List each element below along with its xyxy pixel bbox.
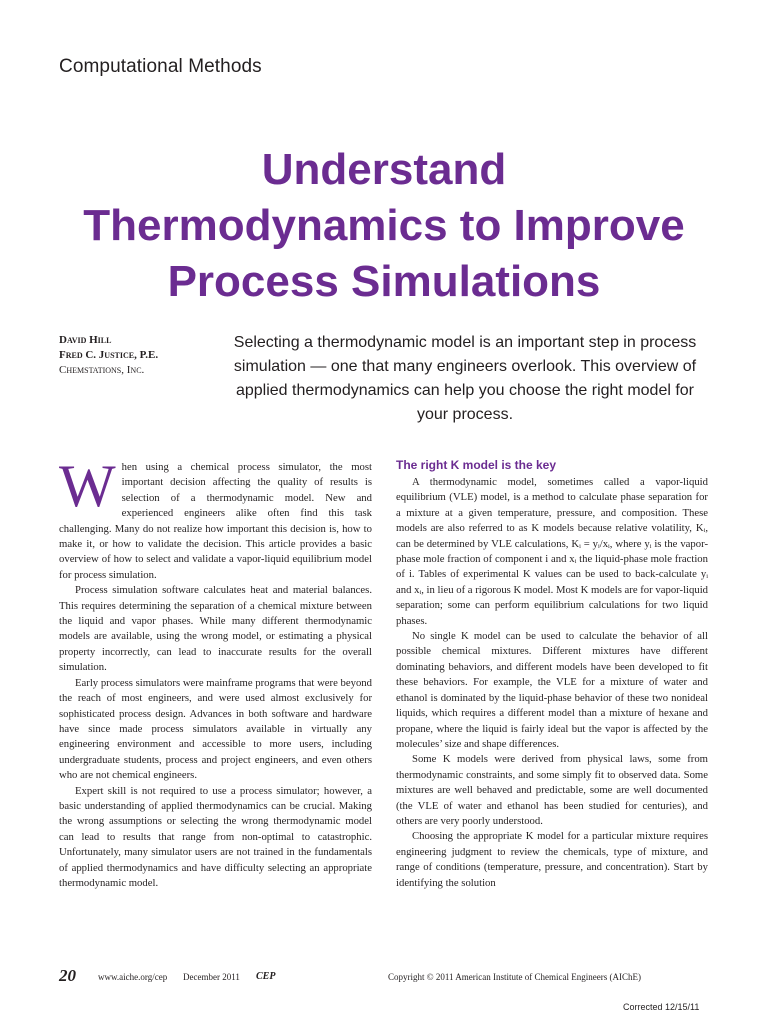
- paragraph: [59, 453, 372, 583]
- footer-date: December 2011: [183, 972, 240, 982]
- page-number: 20: [59, 966, 76, 985]
- body-column-2: [396, 456, 708, 891]
- body-column-1: [59, 453, 372, 891]
- author-name: David Hill: [59, 334, 112, 346]
- title-line-2: Thermodynamics to Improve: [83, 201, 685, 250]
- correction-note: Corrected 12/15/11: [623, 1002, 700, 1012]
- journal-name: CEP: [256, 971, 276, 982]
- paragraph: Choosing the appropriate K model for a particular mixture requires engineering judgment to review the chemicals, type of mixture, and range of conditions (temperature, pressure, and concentration). Start by identifying the solution: [396, 830, 708, 889]
- footer-url[interactable]: www.aiche.org/cep: [98, 972, 168, 982]
- author-block: [59, 333, 158, 378]
- article-title: [0, 142, 768, 310]
- copyright-notice: Copyright © 2011 American Institute of Chemical Engineers (AIChE): [388, 972, 641, 982]
- author-name: Fred C. Justice, P.E.: [59, 349, 159, 361]
- paragraph: Some K models were derived from physical laws, some from thermodynamic constraints, and some simply fit to observed data. Some mixtures are well behaved and predictable, some are well documented (the VLE of water and ethanol has been studied for centuries), and others are very poorly understood.: [396, 753, 708, 827]
- title-line-1: Understand: [261, 145, 507, 194]
- paragraph: A thermodynamic model, sometimes called a vapor-liquid equilibrium (VLE) model, is a method to calculate phase separation for a mixture at a given temperature, pressure, and composition. These models are also referred to as K models because relative volatility, Kᵢ, can be determined by VLE calculations, Kᵢ = yᵢ/xᵢ, where yᵢ is the vapor-phase mole fraction of component i and xᵢ the liquid-phase mole fraction of i. Tables of experimental K values can be used to back-calculate yᵢ and xᵢ, in lieu of a rigorous K model. Most K models are for vapor-liquid separation; some can perform equilibrium calculations for two liquid phases.: [396, 476, 709, 627]
- drop-cap: W: [59, 453, 116, 519]
- title-line-3: Process Simulations: [167, 257, 601, 306]
- article-deck: Selecting a thermodynamic model is an important step in process simulation — one that many engineers overlook. This overview of applied thermodynamics can help you choose the right model for your process.: [233, 334, 697, 423]
- author-affiliation: Chemstations, Inc.: [59, 364, 145, 376]
- paragraph-text: hen using a chemical process simulator, the most important decision affecting the quality of results is selection of a thermodynamic model. New and experienced engineers alike often find this task challenging. Many do not realize how important this decision is, how to make it, or how to validate the decision. This article provides a basic overview of how to select and validate a vapor-liquid equilibrium model for process simulation.: [59, 461, 372, 581]
- paragraph: Expert skill is not required to use a process simulator; however, a basic understanding of applied thermodynamics can be crucial. Making the wrong assumptions or selecting the wrong thermodynamic model can lead to results that range from non-optimal to catastrophic. Unfortunately, many simulator users are not trained in the fundamentals of applied thermodynamics and have difficulty selecting an appropriate thermodynamic model.: [59, 784, 372, 889]
- paragraph: No single K model can be used to calculate the behavior of all possible chemical mixtures. Different mixtures have different dominating behaviors, and different models have been developed to fit these behaviors. For example, the VLE for a mixture of water and ethanol is dominated by the liquid-phase behavior of these two nonideal liquids, which requires a different model than a mixture of hexane and propane, where the liquid is fairly ideal but the vapor is affected by the molecules’ size and shape differences.: [396, 630, 708, 750]
- paragraph: Early process simulators were mainframe programs that were beyond the reach of most engineers, and were used almost exclusively for sophisticated process design. Advances in both software and hardware have since made process simulators available in virtually any engineering environment and accessible to more users, including undergraduate students, process and project engineers, and even others who are not chemical engineers.: [59, 676, 372, 782]
- paragraph: Process simulation software calculates heat and material balances. This requires determining the separation of a chemical mixture between the liquid and vapor phases. While many different thermodynamic models are available, using the wrong model, or estimating a physical property incorrectly, can lead to inaccurate results for the overall simulation.: [59, 584, 372, 674]
- section-label: Computational Methods: [59, 56, 262, 77]
- section-subhead: The right K model is the key: [396, 458, 557, 472]
